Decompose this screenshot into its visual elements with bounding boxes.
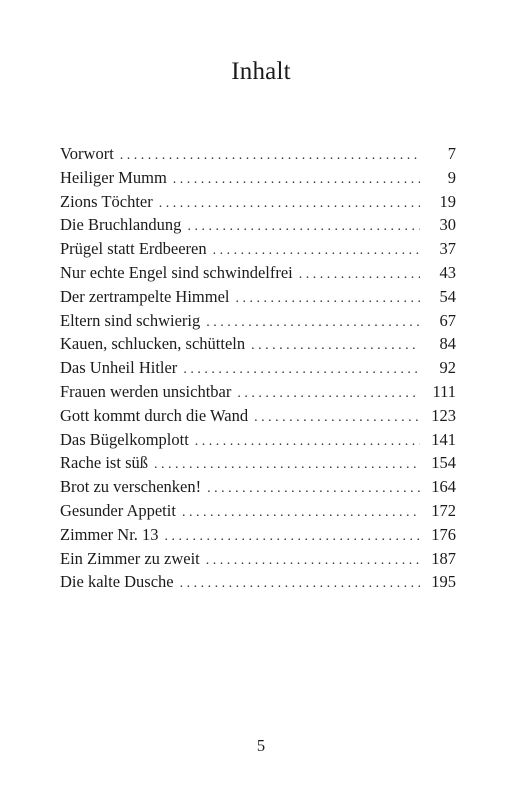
toc-entry-title: Vorwort [60,144,114,163]
toc-entry-title: Ein Zimmer zu zweit [60,548,200,568]
dot-leader [237,382,420,406]
toc-entry-page: 111 [432,381,456,401]
dot-leader [236,287,420,311]
toc-entry-page: 54 [439,286,456,306]
toc-entry-title: Das Bügelkomplott [60,429,189,449]
toc-entry-title: Eltern sind schwierig [60,310,201,330]
toc-entry-page: 164 [431,477,456,497]
toc-entry-title: Heiliger Mumm [60,167,167,187]
toc-entry [60,332,456,356]
toc-entry [60,309,456,333]
toc-entry [60,213,456,237]
table-of-contents [60,142,456,594]
toc-entry-title: Die kalte Dusche [60,572,174,592]
dot-leader [206,549,420,573]
dot-leader [180,572,420,596]
toc-entry-page: 92 [439,358,456,378]
toc-entry-page: 195 [431,572,456,592]
page-number: 5 [256,736,266,755]
toc-entry-page: 187 [431,548,456,568]
toc-entry-title: Zions Töchter [60,191,153,211]
toc-entry-title: Gesunder Appetit [60,500,176,520]
toc-entry [60,547,456,571]
toc-entry-title: Frauen werden unsichtbar [60,381,232,401]
toc-entry-page: 9 [447,167,456,187]
toc-entry [60,166,456,190]
toc-entry [60,523,456,547]
toc-entry-page: 141 [431,429,456,449]
toc-entry-title: Gott kommt durch die Wand [60,405,249,425]
toc-entry-page: 172 [431,500,456,520]
toc-entry-page: 37 [439,239,456,259]
dot-leader [182,501,420,525]
toc-entry [60,356,456,380]
toc-entry [60,380,456,404]
dot-leader [173,168,420,192]
toc-entry-title: Nur echte Engel sind schwindelfrei [60,262,293,282]
toc-entry [60,428,456,452]
dot-leader [299,263,420,287]
dot-leader [206,311,420,335]
dot-leader [183,358,420,382]
toc-entry [60,475,456,499]
page-title: Inhalt [231,58,291,85]
dot-leader [195,430,420,454]
toc-entry-title: Brot zu verschenken! [60,477,202,497]
toc-entry-title: Prügel statt Erdbeeren [60,239,207,259]
dot-leader [207,477,420,501]
dot-leader [120,144,420,168]
toc-entry [60,404,456,428]
dot-leader [159,192,420,216]
dot-leader [154,453,420,477]
toc-entry-title: Der zertrampelte Himmel [60,286,230,306]
dot-leader [165,525,420,549]
toc-entry-title: Die Bruchlandung [60,215,182,235]
dot-leader [254,406,420,430]
toc-entry-page: 19 [439,191,456,211]
toc-entry-page: 154 [431,453,456,473]
toc-entry-page: 43 [439,262,456,282]
toc-entry-page: 7 [447,144,456,163]
dot-leader [187,215,420,239]
toc-entry [60,451,456,475]
toc-entry [60,499,456,523]
toc-entry [60,261,456,285]
toc-entry [60,285,456,309]
toc-entry [60,142,456,166]
toc-entry-page: 84 [439,334,456,354]
toc-entry-title: Rache ist süß [60,453,148,473]
toc-entry-title: Das Unheil Hitler [60,358,178,378]
toc-entry-page: 123 [431,405,456,425]
toc-entry-page: 30 [439,215,456,235]
toc-entry-page: 67 [439,310,456,330]
toc-entry-page: 176 [431,524,456,544]
dot-leader [251,334,420,358]
dot-leader [213,239,420,263]
toc-entry [60,237,456,261]
toc-entry [60,570,456,594]
toc-entry [60,190,456,214]
toc-entry-title: Zimmer Nr. 13 [60,524,159,544]
toc-entry-title: Kauen, schlucken, schütteln [60,334,246,354]
